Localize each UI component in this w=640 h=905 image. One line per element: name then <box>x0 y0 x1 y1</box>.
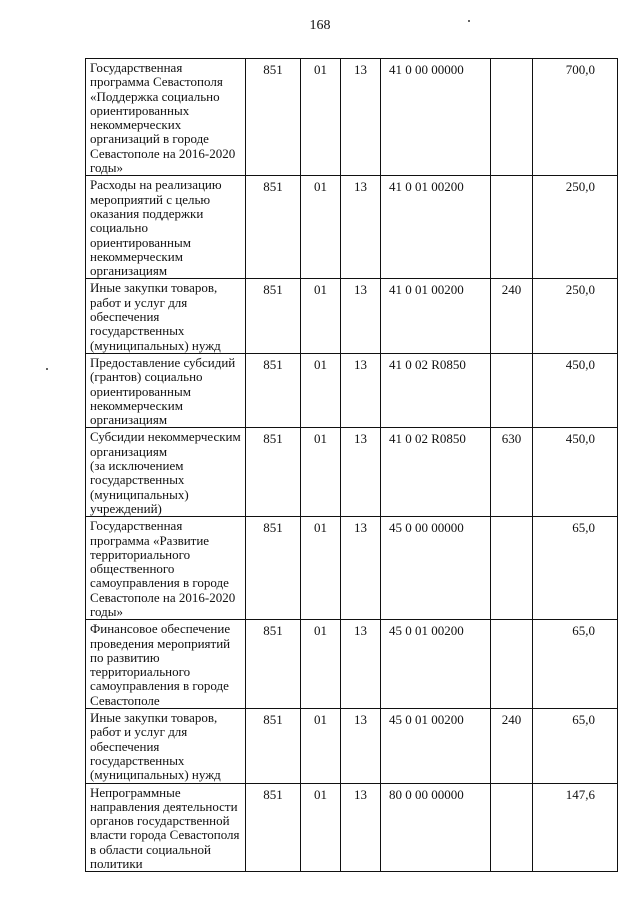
ministry-code: 851 <box>246 279 301 353</box>
section-code: 01 <box>301 176 341 279</box>
page-number: 168 <box>309 18 331 33</box>
expense-type: 240 <box>491 709 533 783</box>
section-code: 01 <box>301 783 341 872</box>
row-name-line: организациям <box>90 412 168 428</box>
row-name-line: работ и услуг для <box>90 724 188 740</box>
subsection-code: 13 <box>341 517 381 620</box>
row-name-line: некоммерческим <box>90 397 183 413</box>
row-name-line: самоуправления в городе <box>90 678 229 694</box>
row-name-line: оказания поддержки <box>90 205 204 221</box>
table-row <box>86 176 618 279</box>
row-name-line: (грантов) социально <box>90 369 203 385</box>
amount: 450,0 <box>533 353 618 427</box>
amount: 450,0 <box>533 428 618 517</box>
row-name-line: Севастополе на 2016-2020 <box>90 145 236 161</box>
row-name-line: общественного <box>90 561 175 577</box>
row-name-line: ориентированных <box>90 102 190 118</box>
section-code: 01 <box>301 620 341 709</box>
row-name-line: ориентированным <box>90 234 191 250</box>
expense-type: 240 <box>491 279 533 353</box>
target-article: 41 0 01 00200 <box>381 176 491 279</box>
row-name-line: органов государственной <box>90 813 230 829</box>
ministry-code: 851 <box>246 709 301 783</box>
amount: 250,0 <box>533 279 618 353</box>
amount: 250,0 <box>533 176 618 279</box>
ministry-code: 851 <box>246 783 301 872</box>
amount: 147,6 <box>533 783 618 872</box>
row-name-line: государственных <box>90 323 185 339</box>
row-name-line: годы» <box>90 160 123 176</box>
row-name-line: работ и услуг для <box>90 294 188 310</box>
row-name-cell <box>86 783 246 872</box>
target-article: 41 0 02 R0850 <box>381 353 491 427</box>
row-name-line: государственных <box>90 752 185 768</box>
row-name-line: Непрограммные <box>90 784 181 800</box>
scan-speck <box>46 368 48 370</box>
row-name-line: (муниципальных) <box>90 486 189 502</box>
row-name-line: власти города Севастополя <box>90 827 240 843</box>
ministry-code: 851 <box>246 353 301 427</box>
row-name-line: организациям <box>90 263 168 279</box>
table-row <box>86 279 618 353</box>
row-name-line: Предоставление субсидий <box>90 354 236 370</box>
row-name-line: государственных <box>90 472 185 488</box>
row-name-line: программа Севастополя <box>90 74 223 90</box>
table-row <box>86 620 618 709</box>
row-name-line: Севастополе <box>90 692 160 708</box>
expense-type <box>491 620 533 709</box>
amount: 65,0 <box>533 709 618 783</box>
row-name-line: Расходы на реализацию <box>90 177 222 193</box>
row-name-cell <box>86 176 246 279</box>
row-name-line: некоммерческим <box>90 248 183 264</box>
row-name-line: Субсидии некоммерческим <box>90 429 241 445</box>
row-name-line: территориального <box>90 546 191 562</box>
table-row <box>86 428 618 517</box>
row-name-line: учреждений) <box>90 500 162 516</box>
table-row <box>86 709 618 783</box>
expense-type <box>491 176 533 279</box>
row-name-cell <box>86 517 246 620</box>
row-name-cell <box>86 279 246 353</box>
expense-type <box>491 353 533 427</box>
target-article: 41 0 02 R0850 <box>381 428 491 517</box>
expense-type <box>491 783 533 872</box>
row-name-line: проведения мероприятий <box>90 635 231 651</box>
row-name-line: обеспечения <box>90 309 160 325</box>
row-name-line: программа «Развитие <box>90 532 210 548</box>
row-name-cell <box>86 709 246 783</box>
target-article: 80 0 00 00000 <box>381 783 491 872</box>
subsection-code: 13 <box>341 620 381 709</box>
row-name-cell <box>86 353 246 427</box>
row-name-line: Иные закупки товаров, <box>90 280 218 296</box>
target-article: 45 0 00 00000 <box>381 517 491 620</box>
row-name-line: территориального <box>90 664 191 680</box>
subsection-code: 13 <box>341 428 381 517</box>
row-name-line: организаций в городе <box>90 131 209 147</box>
section-code: 01 <box>301 517 341 620</box>
scan-speck <box>468 20 470 22</box>
ministry-code: 851 <box>246 59 301 176</box>
target-article: 41 0 01 00200 <box>381 279 491 353</box>
budget-table <box>85 58 618 872</box>
subsection-code: 13 <box>341 353 381 427</box>
amount: 65,0 <box>533 620 618 709</box>
table-row <box>86 59 618 176</box>
expense-type <box>491 59 533 176</box>
row-name-cell <box>86 620 246 709</box>
row-name-cell <box>86 428 246 517</box>
subsection-code: 13 <box>341 279 381 353</box>
target-article: 45 0 01 00200 <box>381 709 491 783</box>
row-name-line: направления деятельности <box>90 798 238 814</box>
section-code: 01 <box>301 59 341 176</box>
subsection-code: 13 <box>341 176 381 279</box>
expense-type: 630 <box>491 428 533 517</box>
subsection-code: 13 <box>341 783 381 872</box>
row-name-line: политики <box>90 856 143 872</box>
section-code: 01 <box>301 709 341 783</box>
row-name-line: в области социальной <box>90 841 211 857</box>
row-name-line: (муниципальных) нужд <box>90 767 221 783</box>
amount: 65,0 <box>533 517 618 620</box>
section-code: 01 <box>301 428 341 517</box>
row-name-line: обеспечения <box>90 738 160 754</box>
row-name-line: по развитию <box>90 649 160 665</box>
subsection-code: 13 <box>341 709 381 783</box>
row-name-line: годы» <box>90 603 123 619</box>
ministry-code: 851 <box>246 176 301 279</box>
row-name-line: Иные закупки товаров, <box>90 710 218 726</box>
row-name-line: организациям <box>90 443 168 459</box>
row-name-line: Финансовое обеспечение <box>90 621 231 637</box>
row-name-line: социально <box>90 220 148 236</box>
table-row <box>86 517 618 620</box>
row-name-line: (муниципальных) нужд <box>90 337 221 353</box>
ministry-code: 851 <box>246 428 301 517</box>
row-name-line: (за исключением <box>90 458 184 474</box>
row-name-line: «Поддержка социально <box>90 88 220 104</box>
table-row <box>86 783 618 872</box>
row-name-line: некоммерческих <box>90 117 182 133</box>
ministry-code: 851 <box>246 517 301 620</box>
row-name-line: Севастополе на 2016-2020 <box>90 589 236 605</box>
row-name-line: Государственная <box>90 60 183 75</box>
row-name-line: мероприятий с целью <box>90 191 211 207</box>
table-row <box>86 353 618 427</box>
target-article: 45 0 01 00200 <box>381 620 491 709</box>
section-code: 01 <box>301 353 341 427</box>
row-name-line: ориентированным <box>90 383 191 399</box>
section-code: 01 <box>301 279 341 353</box>
subsection-code: 13 <box>341 59 381 176</box>
target-article: 41 0 00 00000 <box>381 59 491 176</box>
row-name-line: самоуправления в городе <box>90 575 229 591</box>
amount: 700,0 <box>533 59 618 176</box>
expense-type <box>491 517 533 620</box>
row-name-cell <box>86 59 246 176</box>
ministry-code: 851 <box>246 620 301 709</box>
row-name-line: Государственная <box>90 518 183 534</box>
